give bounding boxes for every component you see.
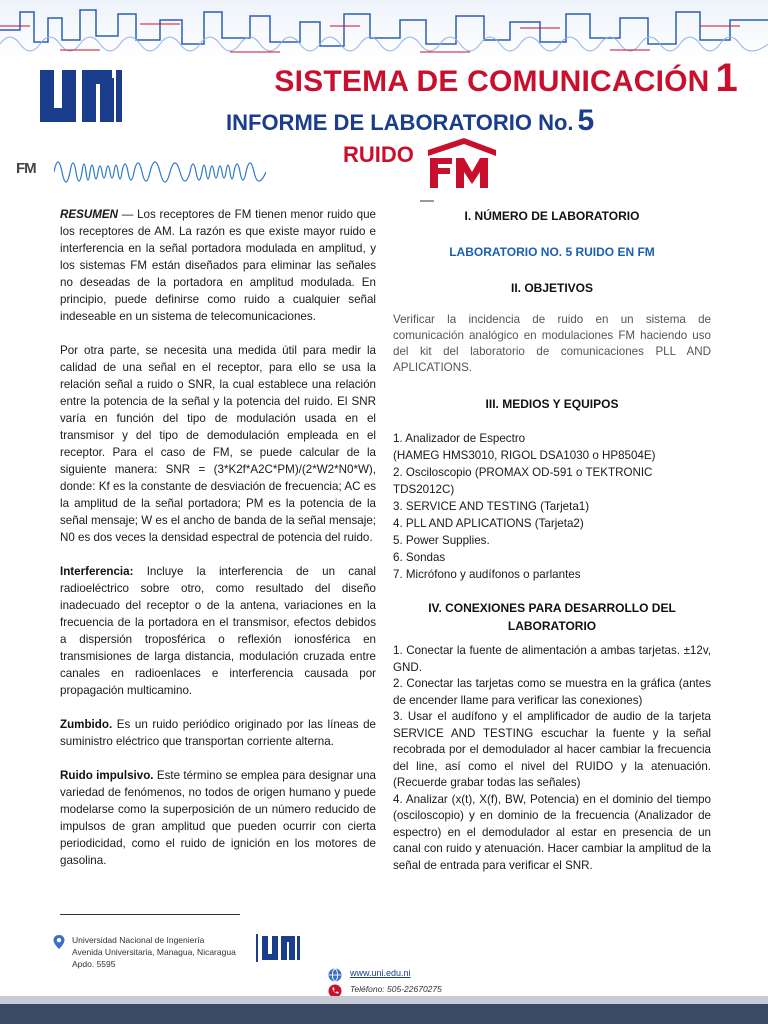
fm-logo-icon <box>424 136 500 192</box>
equipment-list <box>393 430 711 583</box>
list-item: 5. Power Supplies. <box>393 534 490 547</box>
hum-label: Zumbido. <box>60 718 113 731</box>
address-line: Universidad Nacional de Ingeniería <box>72 935 205 945</box>
abstract-text: — Los receptores de FM tienen menor ruido que los receptores de AM. La razón es que existe mayor ruido e interferencia en la señal portadora modulada en amplitud, y los sistemas FM están diseñados para eliminar las señales no deseadas de la portadora en amplitud modulada. En principio, puede definirse como ruido a cualquier señal indeseable en un sistema de telecomunicaciones. <box>60 208 376 323</box>
impulse-noise-text: Este término se emplea para designar una variedad de fenómenos, no todos de origen humano y puede modelarse como la superposición de un número reducido de impulsos de gran amplitud que pueden ocurrir con cierta periodicidad, como el ruido de ignición en los motores de gasolina. <box>60 769 376 867</box>
left-column <box>60 206 376 886</box>
uni-logo <box>40 70 122 122</box>
list-item: (HAMEG HMS3010, RIGOL DSA1030 o HP8504E) <box>393 449 656 462</box>
fm-waveform-icon <box>54 150 266 194</box>
main-title: SISTEMA DE COMUNICACIÓN 1 <box>274 56 738 100</box>
right-column <box>393 206 711 874</box>
list-item: 4. Analizar (x(t), X(f), BW, Potencia) en el dominio del tiempo (osciloscopio) y en dominio de la frecuencia (Analizador de espectro) en el demodulador al estar en presencia de un canal con ruido y atenuación. Hacer cambiar la amplitud de la señal de entrada para verificar el SNR. <box>393 792 711 872</box>
footer-band-light <box>0 996 768 1004</box>
impulse-noise-label: Ruido impulsivo. <box>60 769 154 782</box>
list-item: 3. SERVICE AND TESTING (Tarjeta1) <box>393 500 590 513</box>
section-connections-heading: IV. CONEXIONES PARA DESARROLLO DEL LABORATORIO <box>428 601 676 633</box>
section-objectives-heading: II. OBJETIVOS <box>510 281 594 295</box>
address-block <box>72 934 236 970</box>
interference-label: Interferencia: <box>60 565 134 578</box>
report-title: INFORME DE LABORATORIO No. 5 <box>226 104 595 137</box>
location-pin-icon <box>52 934 66 950</box>
connections-list <box>393 643 711 874</box>
hum-text: Es un ruido periódico originado por las líneas de suministro eléctrico que transportan corriente alterna. <box>60 718 376 748</box>
topic-title: RUIDO <box>343 142 414 167</box>
footer-band <box>0 1004 768 1024</box>
phone-number: Teléfono: 505-22670275 <box>350 984 442 994</box>
hum-paragraph <box>60 716 376 750</box>
footnote-rule <box>60 914 240 915</box>
abstract-paragraph <box>60 206 376 325</box>
globe-icon <box>328 968 342 982</box>
lab-number-value: LABORATORIO NO. 5 RUIDO EN FM <box>449 245 655 259</box>
uni-footer-logo <box>256 934 300 962</box>
website-link[interactable]: www.uni.edu.ni <box>350 968 411 978</box>
interference-paragraph <box>60 563 376 699</box>
impulse-noise-paragraph <box>60 767 376 869</box>
objectives-text: Verificar la incidencia de ruido en un sistema de comunicación analógico en modulaciones FM haciendo uso del kit del laboratorio de comunicaciones PLL AND APLICATIONS. <box>393 313 711 374</box>
column-divider-mark <box>420 200 434 202</box>
abstract-label: RESUMEN <box>60 208 118 221</box>
list-item: 2. Conectar las tarjetas como se muestra en la gráfica (antes de encender llame para verificar las conexiones) <box>393 677 711 707</box>
list-item: 7. Micrófono y audífonos o parlantes <box>393 568 581 581</box>
list-item: 6. Sondas <box>393 551 446 564</box>
interference-text: Incluye la interferencia de un canal radioeléctrico sobre otro, como resultado del diseño inadecuado del receptor o de la antena, variaciones en la frecuencia de la portadora en el transmisor, efectos debidos a dispersión troposférica o reflexión ionosférica en transmisiones de larga distancia, modulación cruzada entre canales en radioenlaces e interferencia causada por propagación multicamino. <box>60 565 376 697</box>
section-lab-number-heading: I. NÚMERO DE LABORATORIO <box>464 209 640 223</box>
header-waveform-banner <box>0 0 768 60</box>
fm-small-label: FM <box>16 160 36 177</box>
address-line: Avenida Universitaria, Managua, Nicaragua <box>72 947 236 957</box>
list-item: 1. Analizador de Espectro <box>393 432 526 445</box>
list-item: 2. Osciloscopio (PROMAX OD-591 o TEKTRONIC TDS2012C) <box>393 466 653 496</box>
list-item: 3. Usar el audífono y el amplificador de audio de la tarjeta SERVICE AND TESTING escuchar la fuente y la señal recobrada por el demodulador al hacer cambiar la frecuencia del line, así como el nivel del RUIDO y la atenuación. (Recuerde grabar todas las señales) <box>393 710 711 789</box>
snr-paragraph: Por otra parte, se necesita una medida útil para medir la calidad de una señal en el receptor, para ello se usa la relación señal a ruido o SNR, la cual establece una relación entre la potencia de la señal y la potencia del ruido. El SNR varía en función del tipo de modulación usada en el transmisor y del tipo de demodulación empleada en el receptor. Para el caso de FM, se puede calcular de la siguiente manera: SNR = (3*K2f*A2C*PM)/(2*W2*N0*W), donde: Kf es la constante de desviación de frecuencia; AC es la amplitud de la señal portadora; PM es la potencia de la señal mensaje; W es el ancho de banda de la señal mensaje; N0 es dos veces la densidad espectral de potencia del ruido. <box>60 344 376 544</box>
list-item: 4. PLL AND APLICATIONS (Tarjeta2) <box>393 517 584 530</box>
address-line: Apdo. 5595 <box>72 959 116 969</box>
list-item: 1. Conectar la fuente de alimentación a ambas tarjetas. ±12v, GND. <box>393 644 711 674</box>
section-equipment-heading: III. MEDIOS Y EQUIPOS <box>485 397 619 411</box>
